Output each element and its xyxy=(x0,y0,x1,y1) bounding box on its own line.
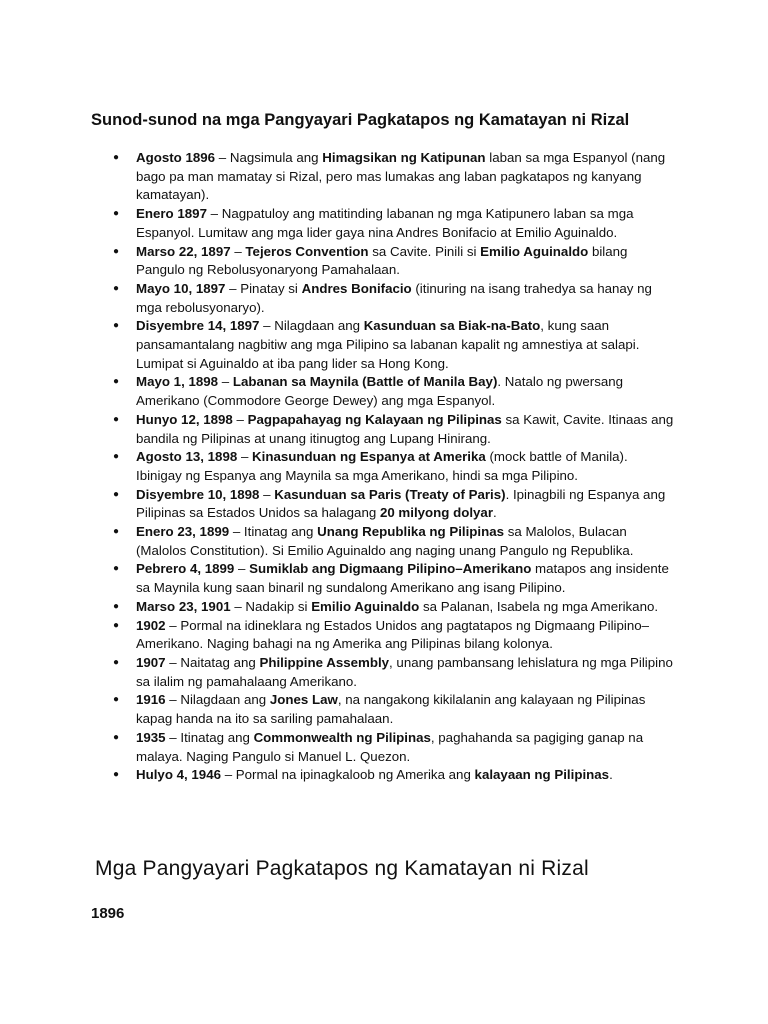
event-text: sa Cavite. Pinili si xyxy=(368,243,481,259)
event-bold-text: Emilio Aguinaldo xyxy=(480,243,589,259)
bullet-icon: ● xyxy=(113,619,120,631)
timeline-item xyxy=(113,766,676,785)
event-text: . xyxy=(493,505,497,521)
event-bold-text: Mayo 10, 1897 xyxy=(136,280,226,296)
event-bold-text: Pebrero 4, 1899 xyxy=(136,561,235,577)
timeline-item xyxy=(113,205,676,242)
timeline-item xyxy=(113,149,676,205)
event-bold-text: Unang Republika ng Pilipinas xyxy=(317,524,505,540)
event-text: matapos ang insidente sa Maynila kung saan binaril ng sundalong Amerikano ang isang Pilipino. xyxy=(136,561,669,596)
timeline-item xyxy=(113,729,676,766)
bullet-icon: ● xyxy=(113,694,120,706)
event-bold-text: 1902 xyxy=(136,617,166,633)
timeline-item xyxy=(113,598,676,617)
bullet-icon: ● xyxy=(113,376,120,388)
bullet-icon: ● xyxy=(113,451,120,463)
event-text: – Nilagdaan ang xyxy=(165,692,270,708)
event-text: sa Kawit, Cavite. Itinaas ang bandila ng Pilipinas at unang itinugtog ang Lupang Hinirang. xyxy=(136,411,674,446)
event-text: , paghahanda sa pagiging ganap na malaya. Naging Pangulo si Manuel L. Quezon. xyxy=(136,729,644,764)
event-bold-text: Agosto 13, 1898 xyxy=(136,449,238,465)
event-bold-text: Kinasunduan ng Espanya at Amerika xyxy=(252,449,486,465)
event-text: – Pormal na ipinagkaloob ng Amerika ang xyxy=(221,767,475,783)
event-bold-text: Hunyo 12, 1898 xyxy=(136,411,233,427)
event-text: , kung saan pansamantalang nagbitiw ang mga Pilipino sa labanan kapalit ng amnestiya at salapi. Lumipat si Aguinaldo at iba pang lider sa Hong Kong. xyxy=(136,318,640,371)
event-bold-text: Jones Law xyxy=(269,692,338,708)
event-text: . xyxy=(609,767,613,783)
event-text: sa Malolos, Bulacan (Malolos Constitution). Si Emilio Aguinaldo ang naging unang Pangulo ng Republika. xyxy=(136,524,634,558)
event-text: bilang Pangulo ng Rebolusyonaryong Pamahalaan. xyxy=(136,243,628,278)
event-text: – Naitatag ang xyxy=(165,654,260,670)
event-text: – Itinatag ang xyxy=(165,729,254,745)
event-bold-text: Tejeros Convention xyxy=(245,243,369,259)
timeline-item xyxy=(113,617,676,654)
event-bold-text: Marso 22, 1897 xyxy=(136,243,231,259)
event-bold-text: Enero 23, 1899 xyxy=(136,524,230,540)
bullet-icon: ● xyxy=(113,413,120,425)
event-bold-text: Enero 1897 xyxy=(136,206,207,222)
event-bold-text: kalayaan ng Pilipinas xyxy=(474,767,610,783)
event-text: – Nadakip si xyxy=(230,598,312,614)
bullet-icon: ● xyxy=(113,245,120,257)
section-title: Sunod-sunod na mga Pangyayari Pagkatapos ng Kamatayan ni Rizal xyxy=(91,111,630,129)
event-bold-text: Sumiklab ang Digmaang Pilipino–Amerikano xyxy=(249,561,532,577)
bullet-icon: ● xyxy=(113,563,120,575)
event-text: – Pormal na idineklara ng Estados Unidos ang pagtatapos ng Digmaang Pilipino–Amerikano. Naging bahagi na ng Amerika ang Pilipinas bilang kolonya. xyxy=(136,617,650,652)
event-text: – Nagsimula ang xyxy=(215,150,323,165)
event-bold-text: Marso 23, 1901 xyxy=(136,598,231,614)
event-bold-text: Andres Bonifacio xyxy=(301,280,412,296)
event-bold-text: Disyembre 10, 1898 xyxy=(136,486,260,502)
event-text: sa Palanan, Isabela ng mga Amerikano. xyxy=(419,598,659,614)
event-text: – Nagpatuloy ang matitinding labanan ng mga Katipunero laban sa mga Espanyol. Lumitaw ang mga lider gaya nina Andres Bonifacio at Emilio Aguinaldo. xyxy=(136,206,634,240)
event-text: laban sa mga Espanyol (nang bago pa man mamatay si Rizal, pero mas lumakas ang laban pagkatapos ng kanyang kamatayan). xyxy=(136,150,666,203)
event-bold-text: 1935 xyxy=(136,729,166,745)
main-title: Mga Pangyayari Pagkatapos ng Kamatayan ni Rizal xyxy=(95,857,589,880)
event-bold-text: Agosto 1896 xyxy=(136,150,216,165)
timeline-item xyxy=(113,280,676,317)
bullet-icon: ● xyxy=(113,600,120,612)
timeline-item xyxy=(113,317,676,373)
timeline-item xyxy=(113,373,676,410)
event-text: – Itinatag ang xyxy=(229,524,318,540)
timeline-item xyxy=(113,523,676,560)
event-bold-text: Emilio Aguinaldo xyxy=(311,598,420,614)
bullet-icon: ● xyxy=(113,769,120,781)
event-timeline-list xyxy=(113,149,676,785)
timeline-item xyxy=(113,243,676,280)
event-text: – Pinatay si xyxy=(225,280,302,296)
bullet-icon: ● xyxy=(113,488,120,500)
event-text: – xyxy=(259,486,275,502)
event-bold-text: Pagpapahayag ng Kalayaan ng Pilipinas xyxy=(247,411,502,427)
event-bold-text: Commonwealth ng Pilipinas xyxy=(253,729,431,745)
event-text: (mock battle of Manila). Ibinigay ng Espanya ang Maynila sa mga Amerikano, hindi sa mga Pilipino. xyxy=(136,449,628,483)
event-bold-text: 20 milyong dolyar xyxy=(379,505,493,521)
event-text: , na nangakong kikilalanin ang kalayaan ng Pilipinas kapag handa na ito sa sariling pamahalaan. xyxy=(136,692,646,727)
bullet-icon: ● xyxy=(113,152,120,163)
event-bold-text: 1907 xyxy=(136,654,166,670)
event-text: – xyxy=(232,411,248,427)
timeline-item xyxy=(113,411,676,448)
event-bold-text: Hulyo 4, 1946 xyxy=(136,767,221,783)
timeline-item xyxy=(113,654,676,691)
event-bold-text: Himagsikan ng Katipunan xyxy=(322,150,486,165)
event-bold-text: Disyembre 14, 1897 xyxy=(136,318,260,334)
bullet-icon: ● xyxy=(113,526,120,538)
event-text: . Natalo ng pwersang Amerikano (Commodore George Dewey) ang mga Espanyol. xyxy=(136,374,624,409)
event-text: , unang pambansang lehislatura ng mga Pilipino sa ilalim ng pamahalaang Amerikano. xyxy=(136,654,673,689)
bullet-icon: ● xyxy=(113,731,120,743)
event-text: (itinuring na isang trahedya sa hanay ng mga rebolusyonaryo). xyxy=(136,280,652,315)
event-bold-text: Labanan sa Maynila (Battle of Manila Bay) xyxy=(232,374,498,390)
timeline-item xyxy=(113,486,676,523)
event-bold-text: 1916 xyxy=(136,692,166,708)
event-bold-text: Mayo 1, 1898 xyxy=(136,374,219,390)
event-text: . Ipinagbili ng Espanya ang Pilipinas sa Estados Unidos sa halagang xyxy=(136,486,666,521)
bullet-icon: ● xyxy=(113,320,120,332)
event-bold-text: Kasunduan sa Paris (Treaty of Paris) xyxy=(274,486,506,502)
year-heading: 1896 xyxy=(91,905,125,922)
bullet-icon: ● xyxy=(113,282,120,294)
event-text: – xyxy=(230,243,246,259)
event-text: – Nilagdaan ang xyxy=(259,318,364,334)
event-bold-text: Kasunduan sa Biak-na-Bato xyxy=(363,318,541,334)
event-text: – xyxy=(234,561,250,577)
bullet-icon: ● xyxy=(113,656,120,668)
timeline-item xyxy=(113,691,676,728)
event-bold-text: Philippine Assembly xyxy=(259,654,390,670)
bullet-icon: ● xyxy=(113,208,120,220)
timeline-item xyxy=(113,448,676,485)
timeline-item xyxy=(113,560,676,597)
event-text: – xyxy=(237,449,253,465)
event-text: – xyxy=(218,374,233,390)
